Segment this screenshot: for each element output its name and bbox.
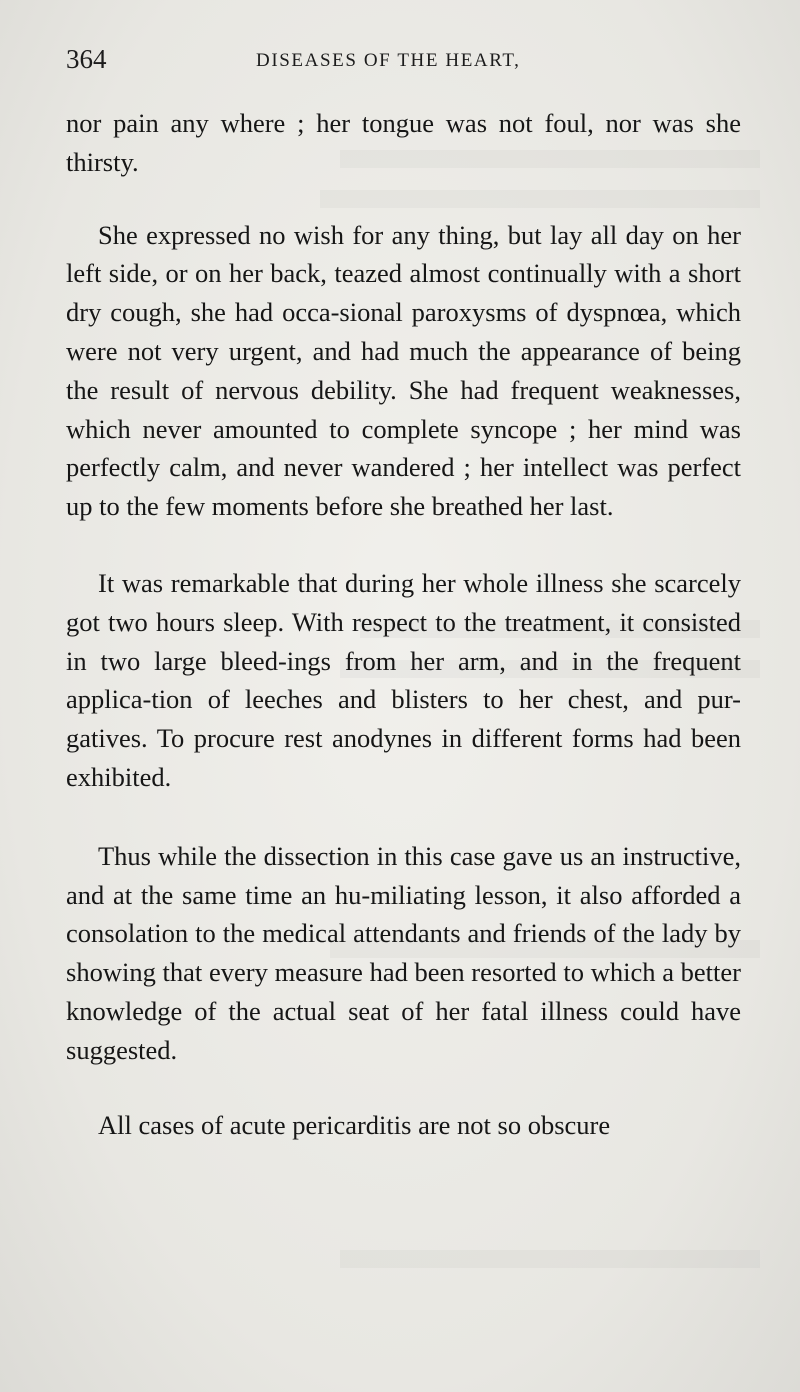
- paragraph-continued: nor pain any where ; her tongue was not foul, nor was she thirsty.: [66, 108, 741, 177]
- running-title: DISEASES OF THE HEART,: [256, 50, 521, 71]
- body-text: [66, 104, 741, 1144]
- paragraph-symptoms: She expressed no wish for any thing, but lay all day on her left side, or on her back, teazed almost continually with a short dry cough, she had occa-sional paroxysms of dyspnœa, which were not very urgent, and had much the appearance of being the result of nervous debility. She had frequent weaknesses, which never amounted to complete syncope ; her mind was perfectly calm, and never wandered ; her intellect was perfect up to the few moments before she breathed her last.: [66, 219, 741, 522]
- paragraph-pericarditis: All cases of acute pericarditis are not so obscure: [98, 1109, 611, 1140]
- page-number: 364: [66, 44, 107, 74]
- running-head: [66, 44, 746, 78]
- paragraph-dissection: Thus while the dissection in this case gave us an instructive, and at the same time an hu-miliating lesson, it also afforded a consolation to the medical attendants and friends of the lady by showing that every measure had been resorted to which a better knowledge of the actual seat of her fatal illness could have suggested.: [66, 840, 741, 1065]
- paragraph-treatment: It was remarkable that during her whole illness she scarcely got two hours sleep. With respect to the treatment, it consisted in two large bleed-ings from her arm, and in the frequent applica-tion of leeches and blisters to her chest, and pur-gatives. To procure rest anodynes in different forms had been exhibited.: [66, 567, 741, 792]
